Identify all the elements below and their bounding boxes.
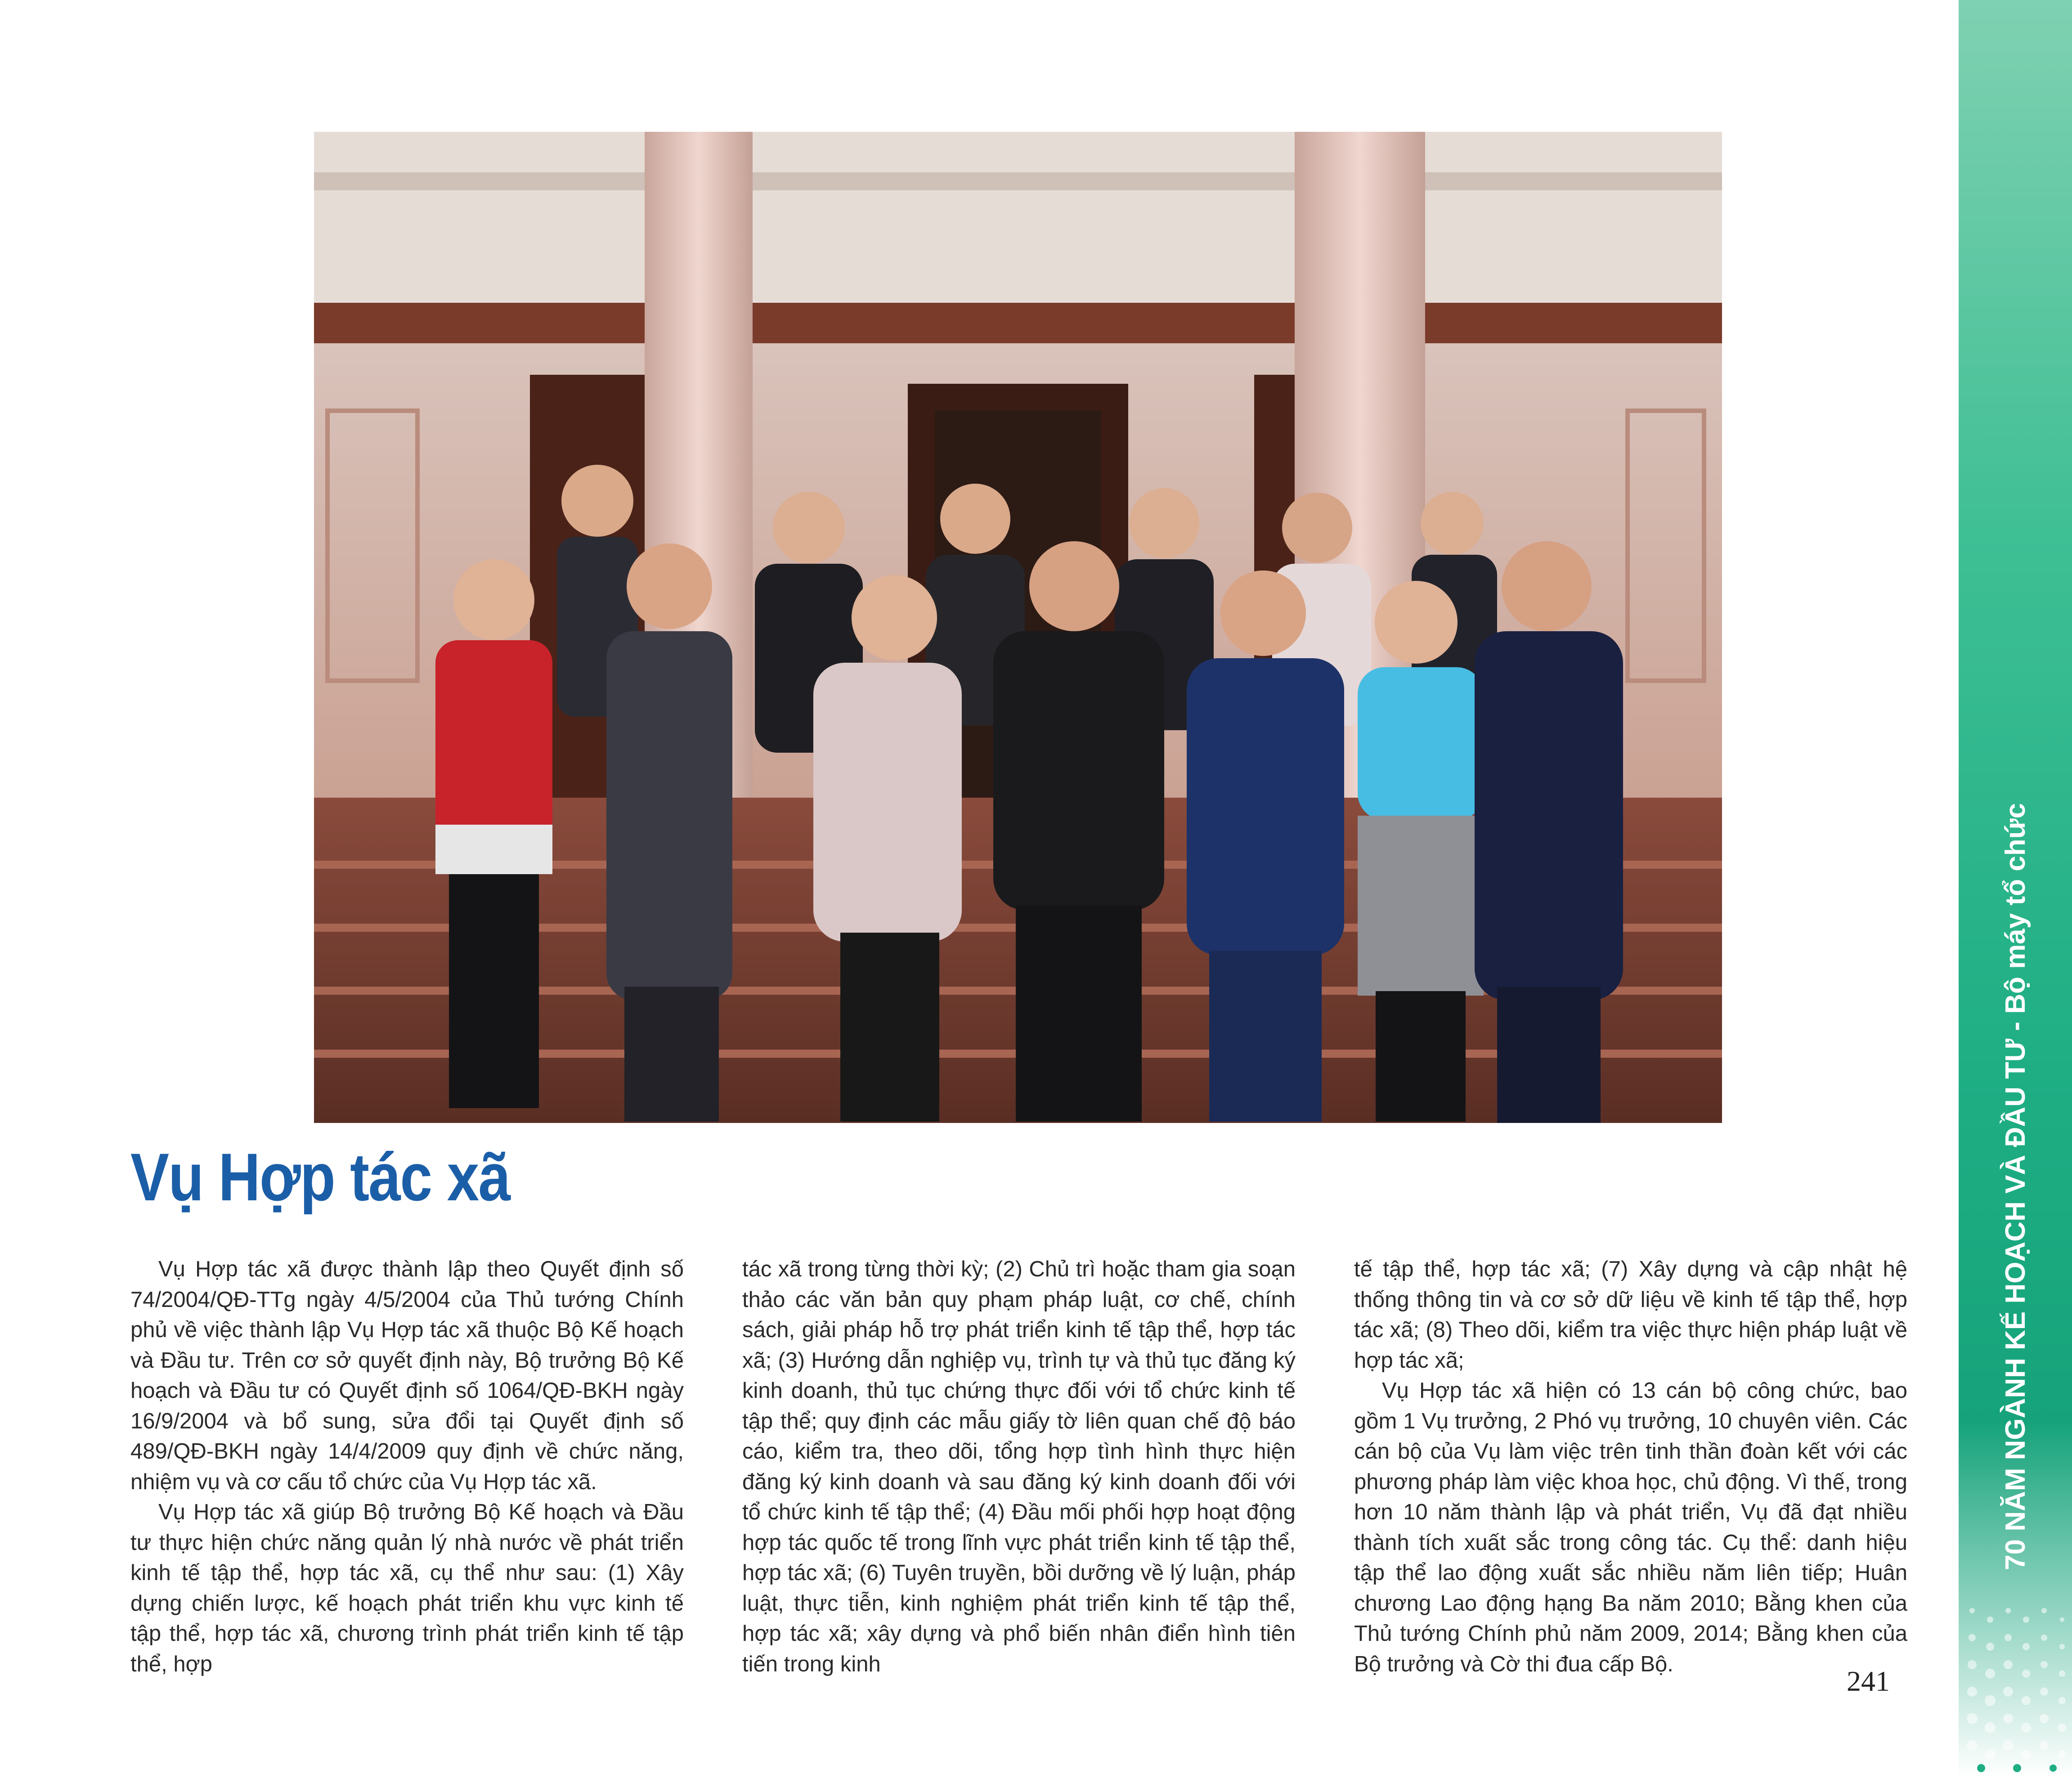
paragraph: tế tập thể, hợp tác xã; (7) Xây dựng và cập nhật hệ thống thông tin và cơ sở dữ liệu về kinh tế tập thể, hợp tác xã; (8) Theo dõi, kiểm tra việc thực hiện pháp luật về hợp tác xã; [1354,1257,1907,1373]
group-photo [314,132,1722,1123]
paragraph: Vụ Hợp tác xã giúp Bộ trưởng Bộ Kế hoạch và Đầu tư thực hiện chức năng quản lý nhà nước về phát triển kinh tế tập thể, hợp tác xã, cụ thể như sau: (1) Xây dựng chiến lược, kế hoạch phát triển khu vực kinh tế tập thể, hợp tác xã, chương trình phát triển kinh tế tập thể, hợp [130,1500,684,1676]
text-column-2 [742,1254,1296,1679]
side-band-title [1996,715,2036,1570]
section-title: Bộ máy tổ chức [2000,803,2031,1014]
series-title: 70 NĂM NGÀNH KẾ HOẠCH VÀ ĐẦU TƯ [2000,1038,2031,1570]
group-photo-illustration [314,132,1722,1123]
paragraph: Vụ Hợp tác xã được thành lập theo Quyết định số 74/2004/QĐ-TTg ngày 4/5/2004 của Thủ tướng Chính phủ về việc thành lập Vụ Hợp tác xã thuộc Bộ Kế hoạch và Đầu tư. Trên cơ sở quyết định này, Bộ trưởng Bộ Kế hoạch và Đầu tư có Quyết định số 1064/QĐ-BKH ngày 16/9/2004 và bổ sung, sửa đổi tại Quyết định số 489/QĐ-BKH ngày 14/4/2009 quy định về chức năng, nhiệm vụ và cơ cấu tổ chức của Vụ Hợp tác xã. [130,1257,684,1494]
text-column-1 [130,1254,684,1679]
page-number: 241 [1847,1665,1890,1697]
title-separator: - [2000,1014,2031,1039]
paragraph: Vụ Hợp tác xã hiện có 13 cán bộ công chức, bao gồm 1 Vụ trưởng, 2 Phó vụ trưởng, 10 chuyên viên. Các cán bộ của Vụ làm việc trên tinh thần đoàn kết với các phương pháp làm việc khoa học, chủ động. Vì thế, trong hơn 10 năm thành lập và phát triển, Vụ đã đạt nhiều thành tích xuất sắc trong công tác. Cụ thể: danh hiệu tập thể lao động xuất sắc nhiều năm liên tiếp; Huân chương Lao động hạng Ba năm 2010; Bằng khen của Thủ tướng Chính phủ năm 2009, 2014; Bằng khen của Bộ trưởng và Cờ thi đua cấp Bộ. [1354,1378,1907,1676]
page-heading: Vụ Hợp tác xã [130,1139,510,1215]
text-column-3 [1354,1254,1907,1679]
paragraph: tác xã trong từng thời kỳ; (2) Chủ trì hoặc tham gia soạn thảo các văn bản quy phạm pháp luật, cơ chế, chính sách, giải pháp hỗ trợ phát triển kinh tế tập thể, hợp tác xã; (3) Hướng dẫn nghiệp vụ, trình tự và thủ tục đăng ký kinh doanh, thủ tục chứng thực đối với tổ chức kinh tế tập thể; quy định các mẫu giấy tờ liên quan chế độ báo cáo, kiểm tra, theo dõi, tổng hợp tình hình thực hiện đăng ký kinh doanh và sau đăng ký kinh doanh đối với tổ chức kinh tế tập thể; (4) Đầu mối phối hợp hoạt động hợp tác quốc tế trong lĩnh vực phát triển kinh tế tập thể, hợp tác xã; (6) Tuyên truyền, bồi dưỡng về lý luận, pháp luật, thực tiễn, kinh nghiệm phát triển kinh tế tập thể, hợp tác xã; xây dựng và phổ biến nhân điển hình tiên tiến trong kinh [742,1257,1296,1676]
